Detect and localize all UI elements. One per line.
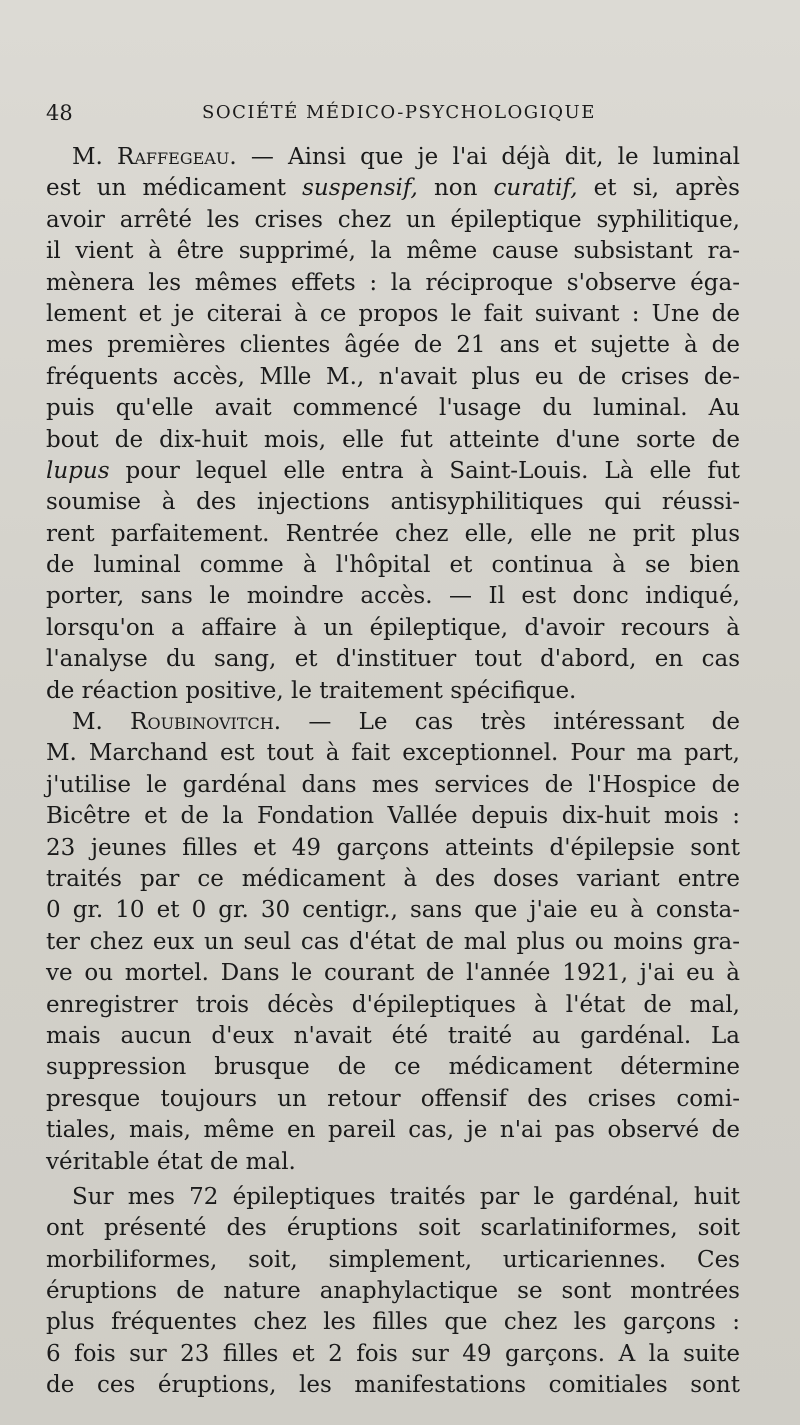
text-line: avoir arrêté les crises chez un épileptique syphilitique, — [46, 206, 740, 233]
text-line: ont présenté des éruptions soit scarlatiniformes, soit — [46, 1215, 740, 1242]
text-line: rent parfaitement. Rentrée chez elle, elle ne prit plus — [46, 520, 740, 547]
text-line: ve ou mortel. Dans le courant de l'année 1921, j'ai eu à — [46, 960, 740, 987]
text-line: Sur mes 72 épileptiques traités par le gardénal, huit — [72, 1183, 740, 1210]
text-line: mènera les mêmes effets : la réciproque s'observe éga- — [46, 269, 740, 296]
text-line: bout de dix-huit mois, elle fut atteinte d'une sorte de — [46, 426, 740, 453]
text-line: 23 jeunes filles et 49 garçons atteints d'épilepsie sont — [46, 834, 740, 861]
text-line: morbiliformes, soit, simplement, urticariennes. Ces — [46, 1246, 740, 1273]
italic-term: lupus — [46, 457, 110, 484]
text-span: non — [417, 175, 494, 202]
page-header — [46, 98, 746, 128]
page-number: 48 — [46, 101, 73, 125]
speaker-name: M. Roubinovitch. — [72, 709, 282, 736]
paragraph-continued — [46, 1182, 740, 1402]
text-line — [46, 142, 740, 173]
text-line: mais aucun d'eux n'avait été traité au gardénal. La — [46, 1022, 740, 1049]
text-line: soumise à des injections antisyphilitiques qui réussi- — [46, 489, 740, 516]
text-line: de luminal comme à l'hôpital et continua à se bien — [46, 552, 740, 579]
italic-term: suspensif, — [302, 175, 418, 202]
text-line: l'analyse du sang, et d'instituer tout d'abord, en cas — [46, 646, 740, 673]
body-text — [46, 142, 740, 1402]
text-span: est un médicament — [46, 175, 303, 202]
text-line — [46, 173, 740, 204]
text-span: pour lequel elle entra à Saint-Louis. Là elle fut — [109, 457, 740, 484]
text-line — [46, 707, 740, 738]
running-title: SOCIÉTÉ MÉDICO-PSYCHOLOGIQUE — [202, 102, 596, 123]
text-line: de réaction positive, le traitement spécifique. — [46, 677, 577, 704]
text-line: enregistrer trois décès d'épileptiques à l'état de mal, — [46, 991, 740, 1018]
text-line: ter chez eux un seul cas d'état de mal plus ou moins gra- — [46, 928, 740, 955]
text-line: lement et je citerai à ce propos le fait suivant : Une de — [46, 300, 740, 327]
italic-term: curatif, — [493, 175, 578, 202]
text-line: j'utilise le gardénal dans mes services de l'Hospice de — [46, 771, 740, 798]
text-line: presque toujours un retour offensif des crises comi- — [46, 1085, 740, 1112]
text-line: il vient à être supprimé, la même cause subsistant ra- — [46, 238, 740, 265]
text-span: — Ainsi que je l'ai déjà dit, le luminal — [236, 144, 740, 170]
text-line: plus fréquentes chez les filles que chez les garçons : — [46, 1309, 740, 1336]
paragraph-raffegeau — [46, 142, 740, 707]
text-line: 0 gr. 10 et 0 gr. 30 centigr., sans que j'aie eu à consta- — [46, 897, 740, 924]
text-line: tiales, mais, même en pareil cas, je n'ai pas observé de — [46, 1117, 740, 1144]
text-line: Bicêtre et de la Fondation Vallée depuis dix-huit mois : — [46, 803, 740, 830]
text-line: 6 fois sur 23 filles et 2 fois sur 49 garçons. A la suite — [46, 1340, 740, 1367]
text-line: porter, sans le moindre accès. — Il est donc indiqué, — [46, 583, 740, 610]
text-line: fréquents accès, Mlle M., n'avait plus eu de crises de- — [46, 363, 740, 390]
paragraph-roubinovitch — [46, 707, 740, 1178]
text-line: mes premières clientes âgée de 21 ans et sujette à de — [46, 332, 740, 359]
text-line: traités par ce médicament à des doses variant entre — [46, 865, 740, 892]
text-span: — Le cas très intéressant de — [281, 709, 740, 736]
text-line: véritable état de mal. — [46, 1148, 296, 1175]
text-line: éruptions de nature anaphylactique se sont montrées — [46, 1278, 740, 1305]
text-line: lorsqu'on a affaire à un épileptique, d'avoir recours à — [46, 614, 740, 641]
speaker-name: M. Raffegeau. — [72, 144, 237, 170]
text-line: suppression brusque de ce médicament détermine — [46, 1054, 740, 1081]
text-line — [46, 456, 740, 487]
text-line: de ces éruptions, les manifestations comitiales sont — [46, 1372, 740, 1399]
text-line: M. Marchand est tout à fait exceptionnel. Pour ma part, — [46, 740, 740, 767]
text-line: puis qu'elle avait commencé l'usage du luminal. Au — [46, 395, 740, 422]
text-span: et si, après — [577, 175, 740, 202]
